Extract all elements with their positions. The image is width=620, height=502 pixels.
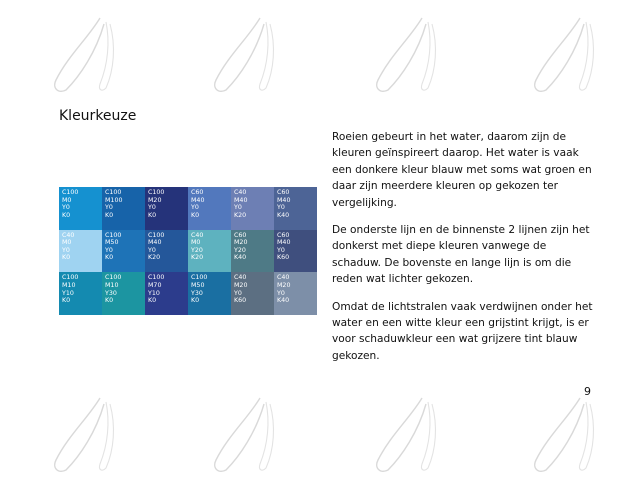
paragraph-grey-tint: Omdat de lichtstralen vaak verdwijnen onder het water en een witte kleur een grijstint krijgt, is er voor schaduwkleur een wat grijzere tint blauw gekozen. xyxy=(332,300,593,362)
swatch-cmyk-value: M40 xyxy=(277,239,291,247)
color-swatch xyxy=(102,230,145,273)
swatch-cmyk-value: K0 xyxy=(62,297,71,305)
paragraph-water-inspiration: Roeien gebeurt in het water, daarom zijn de kleuren geïnspireert daarop. Het water is vaak een donkere kleur blauw met soms wat groen en daar zijn meerdere kleuren op gekozen ter vergelijking. xyxy=(332,131,592,209)
swatch-cmyk-value: C100 xyxy=(105,231,122,239)
color-swatch xyxy=(59,272,102,315)
swatch-cmyk-value: Y0 xyxy=(62,246,70,254)
swatch-cmyk-value: M20 xyxy=(148,196,162,204)
swatch-cmyk-value: Y0 xyxy=(277,289,285,297)
color-swatch xyxy=(145,230,188,273)
swatch-cmyk-value: K40 xyxy=(277,297,290,305)
swatch-cmyk-value: Y0 xyxy=(105,246,113,254)
swatch-cmyk-value: K40 xyxy=(277,211,290,219)
color-swatch xyxy=(188,230,231,273)
swatch-cmyk-value: Y0 xyxy=(148,246,156,254)
swatch-cmyk-value: C100 xyxy=(105,274,122,282)
swatch-cmyk-value: Y10 xyxy=(148,289,160,297)
swatch-cmyk-value: M40 xyxy=(277,196,291,204)
swatch-cmyk-value: C60 xyxy=(191,189,204,196)
swatch-cmyk-value: C100 xyxy=(105,189,122,196)
swatch-cmyk-value: C60 xyxy=(277,189,290,196)
swatch-cmyk-value: Y20 xyxy=(234,246,246,254)
paragraph-shadow-lines: De onderste lijn en de binnenste 2 lijnen zijn het donkerst met diepe kleuren vanwege de schaduw. De bovenste en lange lijn is om die reden wat lichter gekozen. xyxy=(332,224,590,286)
color-swatch xyxy=(145,272,188,315)
swatch-cmyk-value: M40 xyxy=(148,239,162,247)
swatch-cmyk-value: Y30 xyxy=(105,289,117,297)
swatch-cmyk-value: M10 xyxy=(105,281,119,289)
swatch-cmyk-value: M40 xyxy=(191,196,205,204)
color-swatch xyxy=(231,230,274,273)
swatch-cmyk-value: M0 xyxy=(191,239,201,247)
swatch-cmyk-value: K40 xyxy=(234,254,247,262)
swatch-cmyk-value: C40 xyxy=(62,231,75,239)
color-swatch xyxy=(145,187,188,230)
swatch-cmyk-value: K20 xyxy=(234,211,247,219)
swatch-cmyk-value: M0 xyxy=(62,196,72,204)
swatch-cmyk-value: K0 xyxy=(62,211,71,219)
color-swatch xyxy=(102,272,145,315)
page-number: 9 xyxy=(584,385,591,398)
swatch-cmyk-value: Y30 xyxy=(191,289,203,297)
swatch-cmyk-value: K0 xyxy=(62,254,71,262)
color-swatch xyxy=(188,272,231,315)
swatch-cmyk-value: M0 xyxy=(62,239,72,247)
swatch-cmyk-value: K0 xyxy=(191,297,200,305)
swatch-cmyk-value: K0 xyxy=(148,211,157,219)
swatch-cmyk-value: Y0 xyxy=(277,246,285,254)
swatch-cmyk-value: C40 xyxy=(277,274,290,282)
swatch-cmyk-value: C60 xyxy=(277,231,290,239)
swatch-cmyk-value: Y0 xyxy=(148,204,156,212)
swatch-cmyk-value: K0 xyxy=(105,297,114,305)
swatch-cmyk-value: M20 xyxy=(234,239,248,247)
swatch-cmyk-value: K20 xyxy=(148,254,161,262)
swatch-cmyk-value: M10 xyxy=(62,281,76,289)
swatch-cmyk-value: M50 xyxy=(191,281,205,289)
color-swatch-grid xyxy=(59,187,317,315)
swatch-cmyk-value: Y0 xyxy=(191,204,199,212)
swatch-cmyk-value: C100 xyxy=(148,231,165,239)
swatch-cmyk-value: Y0 xyxy=(234,204,242,212)
swatch-cmyk-value: K0 xyxy=(105,254,114,262)
swatch-cmyk-value: M20 xyxy=(277,281,291,289)
swatch-cmyk-value: C100 xyxy=(191,274,208,282)
swatch-cmyk-value: Y0 xyxy=(105,204,113,212)
swatch-cmyk-value: K0 xyxy=(191,211,200,219)
swatch-cmyk-value: Y0 xyxy=(62,204,70,212)
swatch-cmyk-value: M50 xyxy=(105,239,119,247)
swatch-cmyk-value: C40 xyxy=(191,231,204,239)
swatch-cmyk-value: C100 xyxy=(148,189,165,196)
color-swatch xyxy=(231,272,274,315)
swatch-cmyk-value: C100 xyxy=(148,274,165,282)
swatch-cmyk-value: M40 xyxy=(234,196,248,204)
swatch-cmyk-value: Y10 xyxy=(62,289,74,297)
swatch-cmyk-value: K0 xyxy=(148,297,157,305)
swatch-cmyk-value: C60 xyxy=(234,231,247,239)
swatch-cmyk-value: K0 xyxy=(105,211,114,219)
body-text xyxy=(332,129,594,375)
color-swatch xyxy=(274,230,317,273)
swatch-cmyk-value: Y20 xyxy=(191,246,203,254)
swatch-cmyk-value: K20 xyxy=(191,254,204,262)
color-swatch xyxy=(102,187,145,230)
swatch-cmyk-value: C40 xyxy=(234,274,247,282)
swatch-cmyk-value: K60 xyxy=(277,254,290,262)
page-heading: Kleurkeuze xyxy=(59,108,137,124)
swatch-cmyk-value: Y0 xyxy=(234,289,242,297)
color-swatch xyxy=(274,187,317,230)
color-swatch xyxy=(231,187,274,230)
swatch-cmyk-value: C40 xyxy=(234,189,247,196)
swatch-cmyk-value: C100 xyxy=(62,274,79,282)
color-swatch xyxy=(59,230,102,273)
swatch-cmyk-value: C100 xyxy=(62,189,79,196)
swatch-cmyk-value: M70 xyxy=(148,281,162,289)
color-swatch xyxy=(59,187,102,230)
swatch-cmyk-value: M20 xyxy=(234,281,248,289)
color-swatch xyxy=(274,272,317,315)
swatch-cmyk-value: K60 xyxy=(234,297,247,305)
swatch-cmyk-value: M100 xyxy=(105,196,123,204)
color-swatch xyxy=(188,187,231,230)
swatch-cmyk-value: Y0 xyxy=(277,204,285,212)
